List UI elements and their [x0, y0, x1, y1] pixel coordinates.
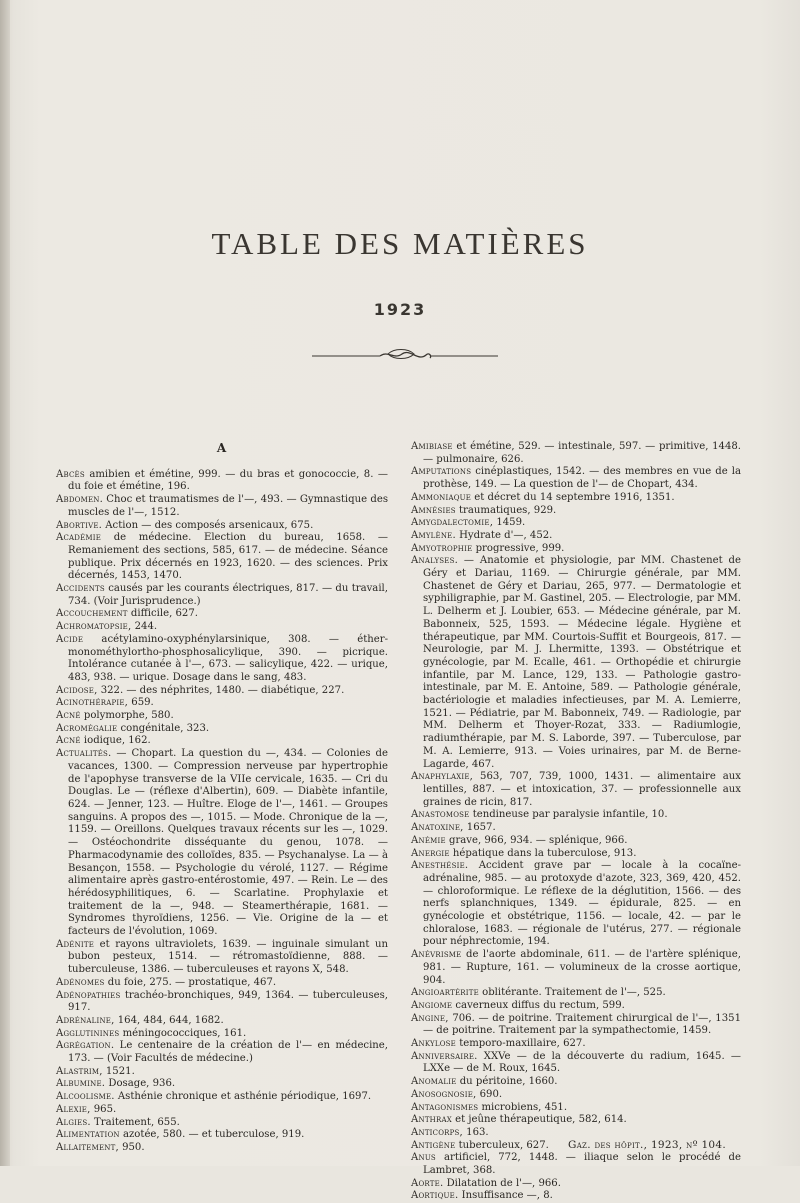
- footer-issue: 1923, nº 104.: [647, 1139, 727, 1151]
- index-entry-head: Angiome: [411, 999, 453, 1011]
- index-entry-text: tendineuse par paralysie infantile, 10.: [469, 809, 668, 821]
- index-entry: [56, 697, 388, 710]
- index-entry-text: cinéplastiques, 1542. — des membres en vue de la prothèse, 149. — La question de l'— de Chopart, 434.: [423, 466, 741, 491]
- index-entry: [411, 1190, 741, 1203]
- book-spine-edge: [0, 0, 10, 1166]
- index-entry-text: 322. — des néphrites, 1480. — diabétique, 227.: [97, 684, 345, 696]
- index-entry-text: difficile, 627.: [127, 608, 198, 620]
- index-entry: [411, 530, 741, 543]
- index-entry: [56, 583, 388, 608]
- index-entry-text: azotée, 580. — et tuberculose, 919.: [119, 1129, 305, 1141]
- index-entry-head: Amylène.: [411, 529, 456, 541]
- index-entry-text: causés par les courants électriques, 817. — du travail, 734. (Voir Jurisprudence.): [68, 583, 388, 607]
- index-entry: [56, 1091, 388, 1104]
- index-entry-head: Analyses.: [411, 555, 459, 567]
- index-entry: [411, 860, 741, 949]
- index-entry: [56, 1142, 388, 1155]
- index-entry-head: Alexie,: [56, 1103, 91, 1115]
- index-entry-text: du péritoine, 1660.: [456, 1076, 558, 1088]
- index-entry: [411, 441, 741, 466]
- index-entry: [56, 494, 388, 519]
- index-entry: [411, 809, 741, 822]
- index-entry-head: Anaphylaxie,: [411, 771, 474, 783]
- index-entry-head: Acinothérapie,: [56, 697, 129, 709]
- index-entry: [56, 685, 388, 698]
- footer-abbreviation: Gaz. des hôpit.,: [568, 1139, 648, 1151]
- index-entry-text: du foie, 275. — prostatique, 467.: [104, 976, 277, 988]
- index-entry-text: hépatique dans la tuberculose, 913.: [449, 847, 637, 859]
- index-entry-text: artificiel, 772, 1448. — iliaque selon le procédé de Lambret, 368.: [423, 1152, 741, 1177]
- index-entry-head: Albumine.: [56, 1078, 106, 1090]
- index-entry: [411, 822, 741, 835]
- index-entry-head: Adénite: [56, 938, 95, 950]
- index-entry-head: Accidents: [56, 583, 105, 595]
- index-entry-text: Hydrate d'—, 452.: [455, 529, 553, 541]
- index-entry-head: Adénopathies: [56, 989, 121, 1001]
- index-entry-text: acétylamino-oxyphénylarsinique, 308. — éther-monométhylortho-phosphosalicylique, 390. — picrique. Intolérance cutanée à l'—, 673. — salicylique, 422. — urique, 483, 938. — urique. Dosage dans le sang, 483.: [68, 633, 388, 683]
- index-entry: [411, 1089, 741, 1102]
- index-list-right: [411, 441, 741, 1203]
- index-entry: [56, 1040, 388, 1065]
- index-entry: [56, 621, 388, 634]
- index-entry-text: 164, 484, 644, 1682.: [114, 1014, 224, 1026]
- index-entry: [56, 469, 388, 494]
- index-entry-text: 706. — de poitrine. Traitement chirurgical de l'—, 1351 — de poitrine. Traitement par la sympathectomie, 1459.: [423, 1012, 741, 1037]
- index-entry-head: Adénomes: [56, 976, 105, 988]
- index-entry-head: Amputations: [411, 466, 472, 478]
- index-entry: [411, 949, 741, 987]
- index-entry: [56, 939, 388, 977]
- index-entry: [411, 1152, 741, 1177]
- index-entry: [56, 977, 388, 990]
- index-entry: [411, 835, 741, 848]
- index-entry-head: Anus: [411, 1152, 436, 1164]
- index-entry-text: Asthénie chronique et asthénie périodique, 1697.: [114, 1091, 372, 1103]
- index-entry-head: Anesthésie.: [411, 860, 469, 872]
- index-entry: [411, 543, 741, 556]
- index-entry-text: congénitale, 323.: [117, 722, 210, 734]
- index-entry-text: 1657.: [463, 822, 496, 834]
- index-entry: [411, 1178, 741, 1191]
- index-entry-head: Accouchement: [56, 608, 128, 620]
- index-entry-head: Adrénaline,: [56, 1014, 115, 1026]
- index-entry-head: Acné: [56, 735, 81, 747]
- index-entry-text: Dosage, 936.: [105, 1078, 176, 1090]
- index-entry-text: 659.: [128, 697, 154, 709]
- index-entry-head: Aortique.: [411, 1190, 459, 1202]
- index-entry-text: polymorphe, 580.: [80, 710, 174, 722]
- index-entry: [411, 1102, 741, 1115]
- index-entry: [56, 520, 388, 533]
- index-entry: [411, 1127, 741, 1140]
- index-entry-text: 1521.: [102, 1065, 135, 1077]
- ornament-divider-icon: [310, 346, 500, 364]
- index-entry-head: Anniversaire.: [411, 1050, 478, 1062]
- index-entry-head: Acidose,: [56, 684, 98, 696]
- index-entry-head: Anthrax: [411, 1114, 452, 1126]
- index-entry-text: et jeûne thérapeutique, 582, 614.: [451, 1114, 627, 1126]
- index-entry-text: méningococciques, 161.: [119, 1027, 247, 1039]
- index-entry: [56, 1129, 388, 1142]
- index-entry: [56, 634, 388, 685]
- index-entry-head: Angioartérite: [411, 987, 479, 999]
- index-entry: [56, 990, 388, 1015]
- index-entry-head: Antagonismes: [411, 1101, 479, 1113]
- index-entry-text: et décret du 14 septembre 1916, 1351.: [471, 491, 675, 503]
- index-entry-text: et émétine, 529. — intestinale, 597. — primitive, 1448. — pulmonaire, 626.: [423, 441, 741, 465]
- index-column-left: [56, 442, 388, 1155]
- index-entry: [411, 1076, 741, 1089]
- index-entry-head: Académie: [56, 532, 102, 544]
- index-entry: [56, 1104, 388, 1117]
- year-heading: 1923: [373, 300, 427, 319]
- index-entry: [56, 1015, 388, 1028]
- index-entry-text: trachéo-bronchiques, 949, 1364. — tuberculeuses, 917.: [68, 989, 388, 1014]
- index-entry: [411, 1051, 741, 1076]
- index-entry: [411, 517, 741, 530]
- index-entry: [56, 532, 388, 583]
- index-entry: [56, 1066, 388, 1079]
- index-entry: [411, 505, 741, 518]
- index-entry: [411, 1114, 741, 1127]
- index-entry: [56, 748, 388, 939]
- index-entry-head: Anosognosie,: [411, 1088, 477, 1100]
- index-entry-head: Achromatopsie,: [56, 621, 132, 633]
- index-entry-head: Anatoxine,: [411, 822, 464, 834]
- index-list-left: [56, 469, 388, 1155]
- index-entry-text: progressive, 999.: [472, 542, 565, 554]
- index-entry: [56, 1028, 388, 1041]
- index-entry-head: Aorte.: [411, 1177, 444, 1189]
- index-entry-head: Allaitement,: [56, 1141, 119, 1153]
- index-entry-head: Abortive.: [56, 519, 103, 531]
- index-entry-head: Amyotrophie: [411, 542, 473, 554]
- index-entry-head: Anergie: [411, 847, 450, 859]
- index-entry-head: Actualités.: [56, 748, 112, 760]
- index-entry-head: Agglutinines: [56, 1027, 120, 1039]
- index-entry-text: temporo-maxillaire, 627.: [455, 1038, 586, 1050]
- index-entry-head: Acromégalie: [56, 722, 118, 734]
- index-entry-head: Ankylose: [411, 1038, 456, 1050]
- index-entry-head: Agrégation.: [56, 1040, 115, 1052]
- index-entry-head: Acné: [56, 710, 81, 722]
- index-entry-text: 163.: [462, 1126, 489, 1138]
- index-entry-text: traumatiques, 929.: [455, 504, 557, 516]
- index-entry-text: microbiens, 451.: [478, 1101, 568, 1113]
- index-entry-text: — Chopart. La question du —, 434. — Colonies de vacances, 1300. — Compression nerveuse par hypertrophie de l'apophyse transverse de la VIIe cervicale, 1635. — Cri du Douglas. Le — (réflexe d'Albertin), 609. — Diabète infantile, 624. — Jenner, 123. — Huître. Eloge de l'—, 1461. — Groupes sanguins. A propos des —, 1015. — Mode. Chronique de la —, 1159. — Oreillons. Quelques travaux récents sur les —, 1029. — Ostéochondrite disséquante du genou, 1078. — Pharmacodynamie des colloïdes, 835. — Psychanalyse. La — à Besançon, 1558. — Psychologie du vérolé, 1127. — Régime alimentaire après gastro-entérostomie, 497. — Rein. Le — des hérédosyphilitiques, 6. — Scarlatine. Prophylaxie et traitement de la —, 948. — Steamerthérapie, 1681. — Syndromes thyroïdiens, 1256. — Vie. Origine de la — et facteurs de l'évolution, 1069.: [68, 748, 388, 938]
- index-entry-text: Dilatation de l'—, 966.: [443, 1177, 561, 1189]
- index-entry-text: de médecine. Election du bureau, 1658. — Remaniement des sections, 585, 617. — de médecine. Séance publique. Prix décernés en 1923, 1620. — des sciences. Prix décernés, 1453, 1470.: [68, 532, 388, 582]
- index-entry-text: oblitérante. Traitement de l'—, 525.: [478, 987, 666, 999]
- index-entry: [411, 987, 741, 1000]
- index-entry-head: Anticorps,: [411, 1126, 463, 1138]
- index-entry: [411, 466, 741, 491]
- index-entry-text: Le centenaire de la création de l'— en médecine, 173. — (Voir Facultés de médecine.): [68, 1040, 388, 1065]
- index-entry: [56, 1117, 388, 1130]
- index-entry-text: amibien et émétine, 999. — du bras et gonococcie, 8. — du foie et émétine, 196.: [68, 468, 388, 493]
- index-entry-head: Ammoniaque: [411, 491, 472, 503]
- index-entry-head: Amygdalectomie,: [411, 517, 494, 529]
- index-entry-head: Anomalie: [411, 1076, 457, 1088]
- index-entry-text: Traitement, 655.: [90, 1116, 180, 1128]
- index-entry-text: 965.: [90, 1103, 117, 1115]
- index-entry: [411, 1038, 741, 1051]
- index-entry-head: Anémie: [411, 834, 446, 846]
- index-column-right: [411, 441, 741, 1203]
- index-entry-head: Alcoolisme.: [56, 1091, 115, 1103]
- index-entry-text: XXVe — de la découverte du radium, 1645. — LXXe — de M. Roux, 1645.: [423, 1050, 741, 1075]
- index-entry-text: Action — des composés arsenicaux, 675.: [102, 519, 314, 531]
- index-entry-text: 690.: [476, 1088, 503, 1100]
- index-entry: [56, 735, 388, 748]
- index-entry-text: iodique, 162.: [80, 735, 151, 747]
- section-letter: A: [216, 441, 228, 455]
- index-entry: [411, 1000, 741, 1013]
- index-entry: [411, 848, 741, 861]
- index-entry-head: Amnésies: [411, 504, 456, 516]
- index-entry-head: Antigène: [411, 1139, 456, 1151]
- index-entry: [411, 555, 741, 771]
- index-entry-text: Accident grave par — locale à la cocaïne-adrénaline, 985. — au protoxyde d'azote, 323, 369, 420, 452. — chloroformique. Le réflexe de la déglutition, 1566. — des nerfs splanchniques, 1349. — épidurale, 825. — en gynécologie et obstétrique, 1156. — locale, 42. — par le chloralose, 1683. — régionale de l'utérus, 277. — régionale pour néphrectomie, 194.: [423, 860, 741, 948]
- index-entry-text: Insuffisance —, 8.: [458, 1190, 553, 1202]
- page-title: TABLE DES MATIÈRES: [211, 226, 589, 261]
- index-entry-head: Angine,: [411, 1012, 449, 1024]
- footer-reference: [568, 1139, 726, 1151]
- index-entry-head: Anastomose: [411, 809, 470, 821]
- index-entry-text: grave, 966, 934. — splénique, 966.: [445, 834, 628, 846]
- index-entry-text: — Anatomie et physiologie, par MM. Chastenet de Géry et Dariau, 1169. — Chirurgie générale, par MM. Chastenet de Géry et Dariau, 265, 977. — Dermatologie et syphiligraphie, par M. Gastinel, 205. — Electrologie, par MM. L. Delherm et J. Loubier, 653. — Médecine générale, par M. Babonneix, 525, 1593. — Médecine légale. Hygiène et thérapeutique, par MM. Courtois-Suffit et Bourgeois, 817. — Neurologie, par M. J. Lhermitte, 1393. — Obstétrique et gynécologie, par M. Ecalle, 461. — Orthopédie et chirurgie infantile, par M. Lance, 129, 133. — Pathologie gastro-intestinale, par M. E. Antoine, 589. — Pathologie générale, bactériologie et maladies infectieuses, par M. A. Lemierre, 1521. — Pédiatrie, par M. Babonneix, 749. — Radiologie, par MM. Delherm et Thoyer-Rozat, 333. — Radiumlogie, radiumthérapie, par M. S. Laborde, 397. — Tuberculose, par M. A. Lemierre, 913. — Voies urinaires, par M. de Berne-Lagarde, 467.: [423, 555, 741, 770]
- index-entry-head: Acide: [56, 633, 84, 645]
- index-entry-head: Abcès: [56, 468, 85, 480]
- index-entry: [56, 723, 388, 736]
- index-entry-head: Amibiase: [411, 441, 453, 452]
- index-entry-text: 1459.: [493, 517, 526, 529]
- index-entry-head: Alimentation: [56, 1129, 120, 1141]
- index-entry-text: caverneux diffus du rectum, 599.: [452, 999, 625, 1011]
- index-entry-text: Choc et traumatismes de l'—, 493. — Gymnastique des muscles de l'—, 1512.: [68, 494, 388, 518]
- index-entry-head: Anévrisme: [411, 949, 462, 961]
- index-entry-text: 950.: [118, 1141, 145, 1153]
- index-entry-text: de l'aorte abdominale, 611. — de l'artère splénique, 981. — Rupture, 161. — volumineux de la crosse aortique, 904.: [423, 949, 741, 986]
- index-entry: [56, 710, 388, 723]
- index-entry-head: Abdomen.: [56, 494, 103, 506]
- index-entry-text: 244.: [131, 621, 158, 633]
- index-entry-head: Algies.: [56, 1116, 91, 1128]
- index-entry: [56, 1078, 388, 1091]
- index-entry-text: tuberculeux, 627.: [455, 1139, 549, 1151]
- index-entry: [411, 1013, 741, 1038]
- index-entry-head: Alastrim,: [56, 1065, 103, 1077]
- index-entry: [411, 771, 741, 809]
- index-entry: [411, 492, 741, 505]
- index-entry-text: et rayons ultraviolets, 1639. — inguinale simulant un bubon pesteux, 1514. — rétromastoïdienne, 888. — tuberculeuse, 1386. — tuberculeuses et rayons X, 548.: [68, 938, 388, 976]
- index-entry-text: 563, 707, 739, 1000, 1431. — alimentaire aux lentilles, 887. — et intoxication, 37. — professionnelle aux graines de ricin, 817.: [423, 771, 741, 808]
- index-entry: [56, 608, 388, 621]
